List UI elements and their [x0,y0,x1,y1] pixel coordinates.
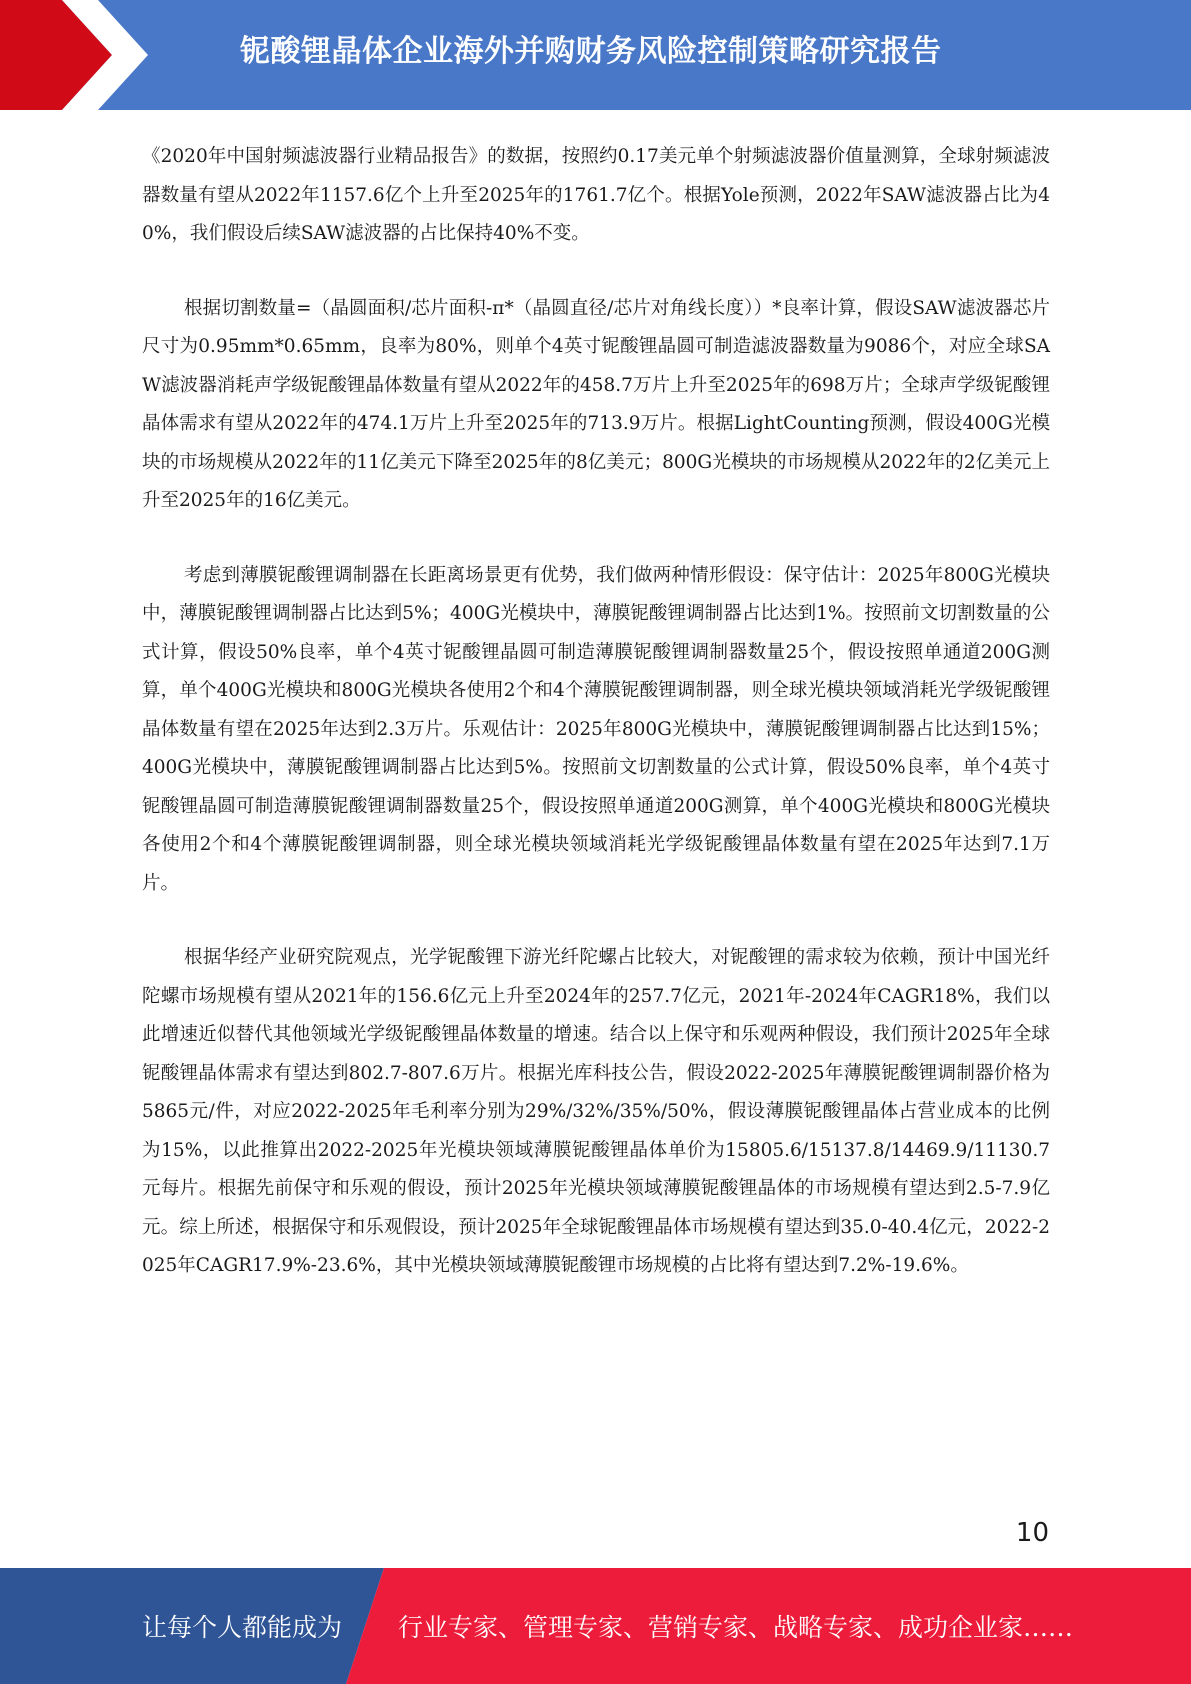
page-footer [0,1568,1191,1684]
paragraph-2: 根据切割数量=（晶圆面积/芯片面积-π*（晶圆直径/芯片对角线长度））*良率计算，假设SAW滤波器芯片尺寸为0.95mm*0.65mm，良率为80%，则单个4英寸铌酸锂晶圆可制造滤波器数量为9086个，对应全球SAW滤波器消耗声学级铌酸锂晶体数量有望从2022年的458.7万片上升至2025年的698万片；全球声学级铌酸锂晶体需求有望从2022年的474.1万片上升至2025年的713.9万片。根据LightCounting预测，假设400G光模块的市场规模从2022年的11亿美元下降至2025年的8亿美元；800G光模块的市场规模从2022年的2亿美元上升至2025年的16亿美元。 [142,297,1050,511]
main-content [142,138,1050,1322]
paragraph-1: 《2020年中国射频滤波器行业精品报告》的数据，按照约0.17美元单个射频滤波器价值量测算，全球射频滤波器数量有望从2022年1157.6亿个上升至2025年的1761.7亿个。根据Yole预测，2022年SAW滤波器占比为40%，我们假设后续SAW滤波器的占比保持40%不变。 [142,146,1050,244]
footer-slogan-left: 让每个人都能成为 [142,1613,343,1642]
page-number: 10 [1015,1518,1049,1548]
footer-slogan-right: 行业专家、管理专家、营销专家、战略专家、成功企业家…… [398,1613,1074,1642]
report-title: 铌酸锂晶体企业海外并购财务风险控制策略研究报告 [240,34,942,69]
page-header [0,0,1191,110]
paragraph-4: 根据华经产业研究院观点，光学铌酸锂下游光纤陀螺占比较大，对铌酸锂的需求较为依赖，预计中国光纤陀螺市场规模有望从2021年的156.6亿元上升至2024年的257.7亿元，2021年-2024年CAGR18%，我们以此增速近似替代其他领域光学级铌酸锂晶体数量的增速。结合以上保守和乐观两种假设，我们预计2025年全球铌酸锂晶体需求有望达到802.7-807.6万片。根据光库科技公告，假设2022-2025年薄膜铌酸锂调制器价格为5865元/件，对应2022-2025年毛利率分别为29%/32%/35%/50%，假设薄膜铌酸锂晶体占营业成本的比例为15%，以此推算出2022-2025年光模块领域薄膜铌酸锂晶体单价为15805.6/15137.8/14469.9/11130.7元每片。根据先前保守和乐观的假设，预计2025年光模块领域薄膜铌酸锂晶体的市场规模有望达到2.5-7.9亿元。综上所述，根据保守和乐观假设，预计2025年全球铌酸锂晶体市场规模有望达到35.0-40.4亿元，2022-2025年CAGR17.9%-23.6%，其中光模块领域薄膜铌酸锂市场规模的占比将有望达到7.2%-19.6%。 [142,947,1050,1276]
paragraph-3: 考虑到薄膜铌酸锂调制器在长距离场景更有优势，我们做两种情形假设：保守估计：2025年800G光模块中，薄膜铌酸锂调制器占比达到5%；400G光模块中，薄膜铌酸锂调制器占比达到1%。按照前文切割数量的公式计算，假设50%良率，单个4英寸铌酸锂晶圆可制造薄膜铌酸锂调制器数量25个，假设按照单通道200G测算，单个400G光模块和800G光模块各使用2个和4个薄膜铌酸锂调制器，则全球光模块领域消耗光学级铌酸锂晶体数量有望在2025年达到2.3万片。乐观估计：2025年800G光模块中，薄膜铌酸锂调制器占比达到15%；400G光模块中，薄膜铌酸锂调制器占比达到5%。按照前文切割数量的公式计算，假设50%良率，单个4英寸铌酸锂晶圆可制造薄膜铌酸锂调制器数量25个，假设按照单通道200G测算，单个400G光模块和800G光模块各使用2个和4个薄膜铌酸锂调制器，则全球光模块领域消耗光学级铌酸锂晶体数量有望在2025年达到7.1万片。 [142,564,1050,894]
